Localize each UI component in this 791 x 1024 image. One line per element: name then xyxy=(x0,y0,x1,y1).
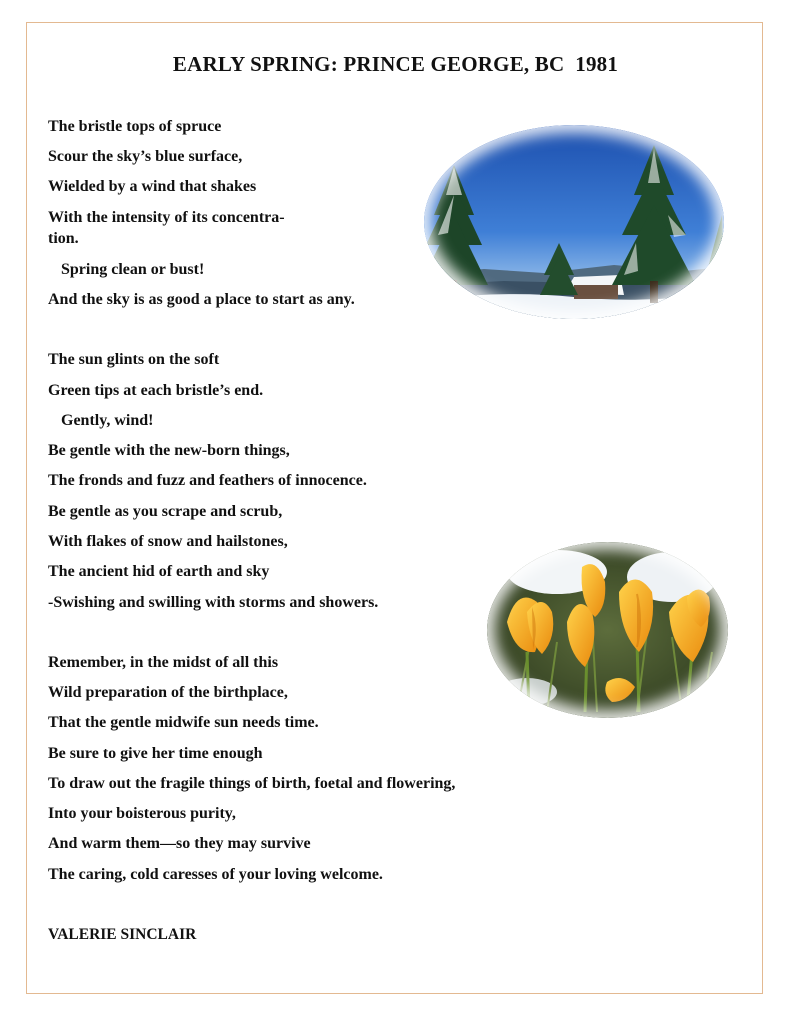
poem-line: To draw out the fragile things of birth, foetal and flowering, xyxy=(48,775,456,792)
poem-line: Into your boisterous purity, xyxy=(48,805,236,822)
poem-line: Be gentle as you scrape and scrub, xyxy=(48,503,283,520)
poem-title: EARLY SPRING: PRINCE GEORGE, BC 1981 xyxy=(172,52,619,76)
author-name: VALERIE SINCLAIR xyxy=(48,926,197,943)
poem-line: Wild preparation of the birthplace, xyxy=(48,684,288,701)
crocus-flowers-image xyxy=(487,542,728,718)
poem-line: With the intensity of its concentra- xyxy=(48,209,285,226)
poem-line: That the gentle midwife sun needs time. xyxy=(48,714,319,731)
poem-line: The caring, cold caresses of your loving welcome. xyxy=(48,866,383,883)
poem-line: Spring clean or bust! xyxy=(61,261,205,278)
poem-line: -Swishing and swilling with storms and showers. xyxy=(48,594,379,611)
poem-line: And warm them—so they may survive xyxy=(48,835,311,852)
poem-line: tion. xyxy=(48,230,79,247)
poem-line: Be gentle with the new-born things, xyxy=(48,442,290,459)
poem-line: Gently, wind! xyxy=(61,412,154,429)
poem-line: With flakes of snow and hailstones, xyxy=(48,533,288,550)
poem-line: The bristle tops of spruce xyxy=(48,118,222,135)
winter-spruce-image xyxy=(424,125,724,319)
poem-line: Green tips at each bristle’s end. xyxy=(48,382,264,399)
poem-line: Scour the sky’s blue surface, xyxy=(48,148,243,165)
poem-line: Be sure to give her time enough xyxy=(48,745,263,762)
poem-line: The sun glints on the soft xyxy=(48,351,220,368)
poem-line: And the sky is as good a place to start as any. xyxy=(48,291,355,308)
poem-line: Wielded by a wind that shakes xyxy=(48,178,257,195)
poem-line: Remember, in the midst of all this xyxy=(48,654,279,671)
poem-line: The fronds and fuzz and feathers of innocence. xyxy=(48,472,367,489)
poem-line: The ancient hid of earth and sky xyxy=(48,563,270,580)
